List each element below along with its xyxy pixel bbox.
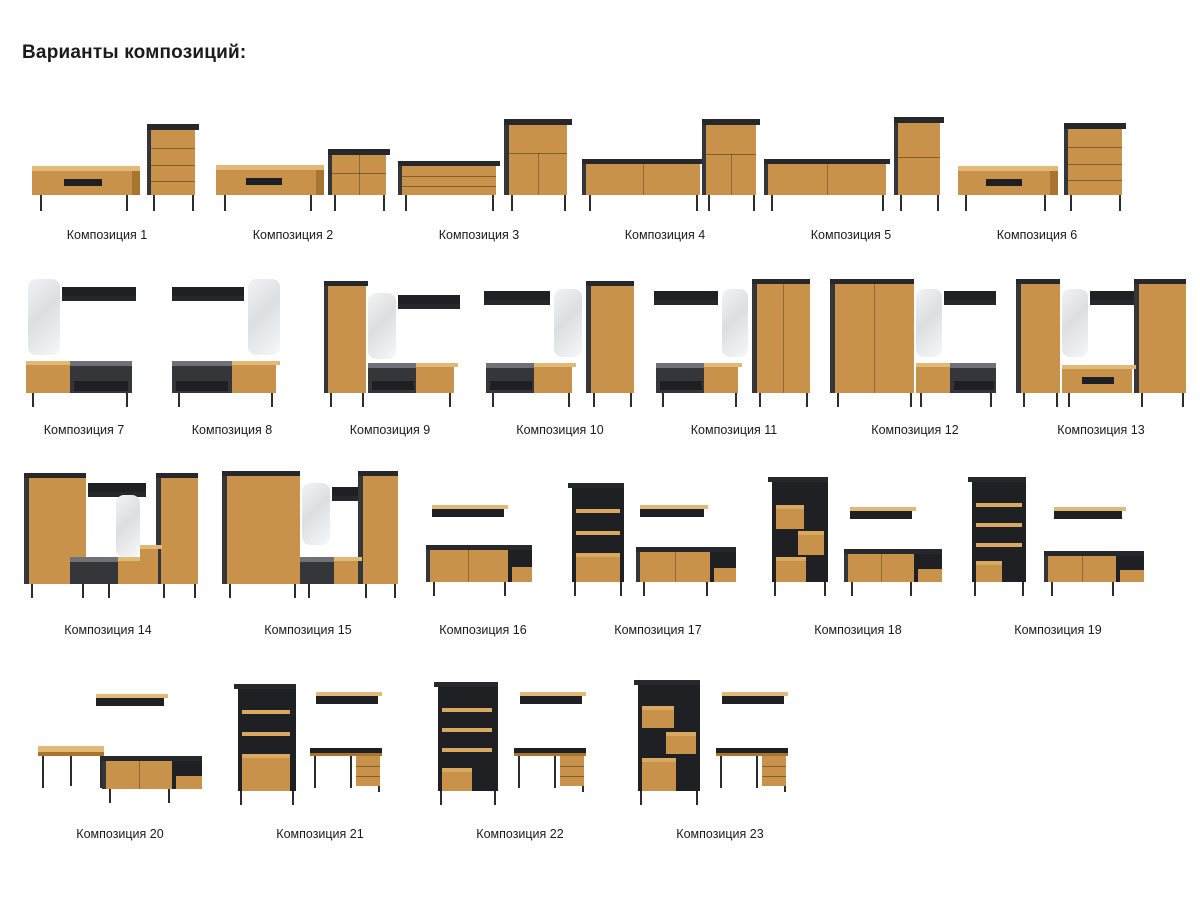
composition-image-10 <box>474 271 646 416</box>
composition-image-17 <box>558 461 758 616</box>
composition-image-6 <box>944 101 1130 221</box>
composition-card-6[interactable] <box>944 101 1130 242</box>
composition-image-1 <box>14 101 200 221</box>
composition-card-22[interactable] <box>420 670 620 841</box>
composition-card-21[interactable] <box>220 670 420 841</box>
composition-caption: Композиция 20 <box>76 827 164 841</box>
composition-caption: Композиция 5 <box>810 228 892 242</box>
composition-caption: Композиция 23 <box>676 827 764 841</box>
composition-card-18[interactable] <box>758 461 958 637</box>
composition-card-5[interactable] <box>758 101 944 242</box>
composition-card-2[interactable] <box>200 101 386 242</box>
composition-image-9 <box>306 271 474 416</box>
composition-image-11 <box>646 271 822 416</box>
composition-caption: Композиция 1 <box>66 228 148 242</box>
composition-image-21 <box>220 670 420 820</box>
compositions-grid <box>0 72 1200 841</box>
composition-card-16[interactable] <box>408 461 558 637</box>
composition-caption: Композиция 9 <box>349 423 431 437</box>
composition-row-4 <box>0 651 1200 841</box>
composition-card-13[interactable] <box>1008 271 1194 437</box>
composition-image-5 <box>758 101 944 221</box>
page-title: Варианты композиций: <box>22 42 247 63</box>
composition-row-3 <box>0 447 1200 637</box>
composition-image-22 <box>420 670 620 820</box>
composition-card-19[interactable] <box>958 461 1158 637</box>
composition-caption: Композиция 15 <box>264 623 352 637</box>
composition-caption: Композиция 22 <box>476 827 564 841</box>
composition-image-18 <box>758 461 958 616</box>
composition-image-13 <box>1008 271 1194 416</box>
composition-row-1 <box>0 72 1200 242</box>
composition-caption: Композиция 14 <box>64 623 152 637</box>
composition-caption: Композиция 7 <box>43 423 125 437</box>
composition-image-20 <box>20 670 220 820</box>
composition-card-17[interactable] <box>558 461 758 637</box>
composition-caption: Композиция 13 <box>1057 423 1145 437</box>
composition-card-7[interactable] <box>10 271 158 437</box>
composition-caption: Композиция 4 <box>624 228 706 242</box>
composition-caption: Композиция 3 <box>438 228 520 242</box>
composition-row-2 <box>0 252 1200 437</box>
composition-image-16 <box>408 461 558 616</box>
composition-card-8[interactable] <box>158 271 306 437</box>
composition-caption: Композиция 2 <box>252 228 334 242</box>
composition-caption: Композиция 18 <box>814 623 902 637</box>
composition-caption: Композиция 17 <box>614 623 702 637</box>
composition-card-3[interactable] <box>386 101 572 242</box>
composition-card-20[interactable] <box>20 670 220 841</box>
composition-card-23[interactable] <box>620 670 820 841</box>
composition-card-15[interactable] <box>208 461 408 637</box>
composition-image-4 <box>572 101 758 221</box>
composition-caption: Композиция 12 <box>871 423 959 437</box>
composition-caption: Композиция 10 <box>516 423 604 437</box>
composition-image-3 <box>386 101 572 221</box>
composition-card-4[interactable] <box>572 101 758 242</box>
composition-card-12[interactable] <box>822 271 1008 437</box>
composition-image-7 <box>10 271 158 416</box>
composition-image-23 <box>620 670 820 820</box>
composition-card-1[interactable] <box>14 101 200 242</box>
composition-image-12 <box>822 271 1008 416</box>
composition-image-8 <box>158 271 306 416</box>
composition-caption: Композиция 16 <box>439 623 527 637</box>
composition-card-14[interactable] <box>8 461 208 637</box>
composition-card-10[interactable] <box>474 271 646 437</box>
composition-image-19 <box>958 461 1158 616</box>
composition-card-9[interactable] <box>306 271 474 437</box>
composition-caption: Композиция 8 <box>191 423 273 437</box>
composition-caption: Композиция 6 <box>996 228 1078 242</box>
composition-image-15 <box>208 461 408 616</box>
composition-image-2 <box>200 101 386 221</box>
composition-caption: Композиция 19 <box>1014 623 1102 637</box>
composition-caption: Композиция 11 <box>690 423 778 437</box>
composition-image-14 <box>8 461 208 616</box>
composition-caption: Композиция 21 <box>276 827 364 841</box>
composition-card-11[interactable] <box>646 271 822 437</box>
